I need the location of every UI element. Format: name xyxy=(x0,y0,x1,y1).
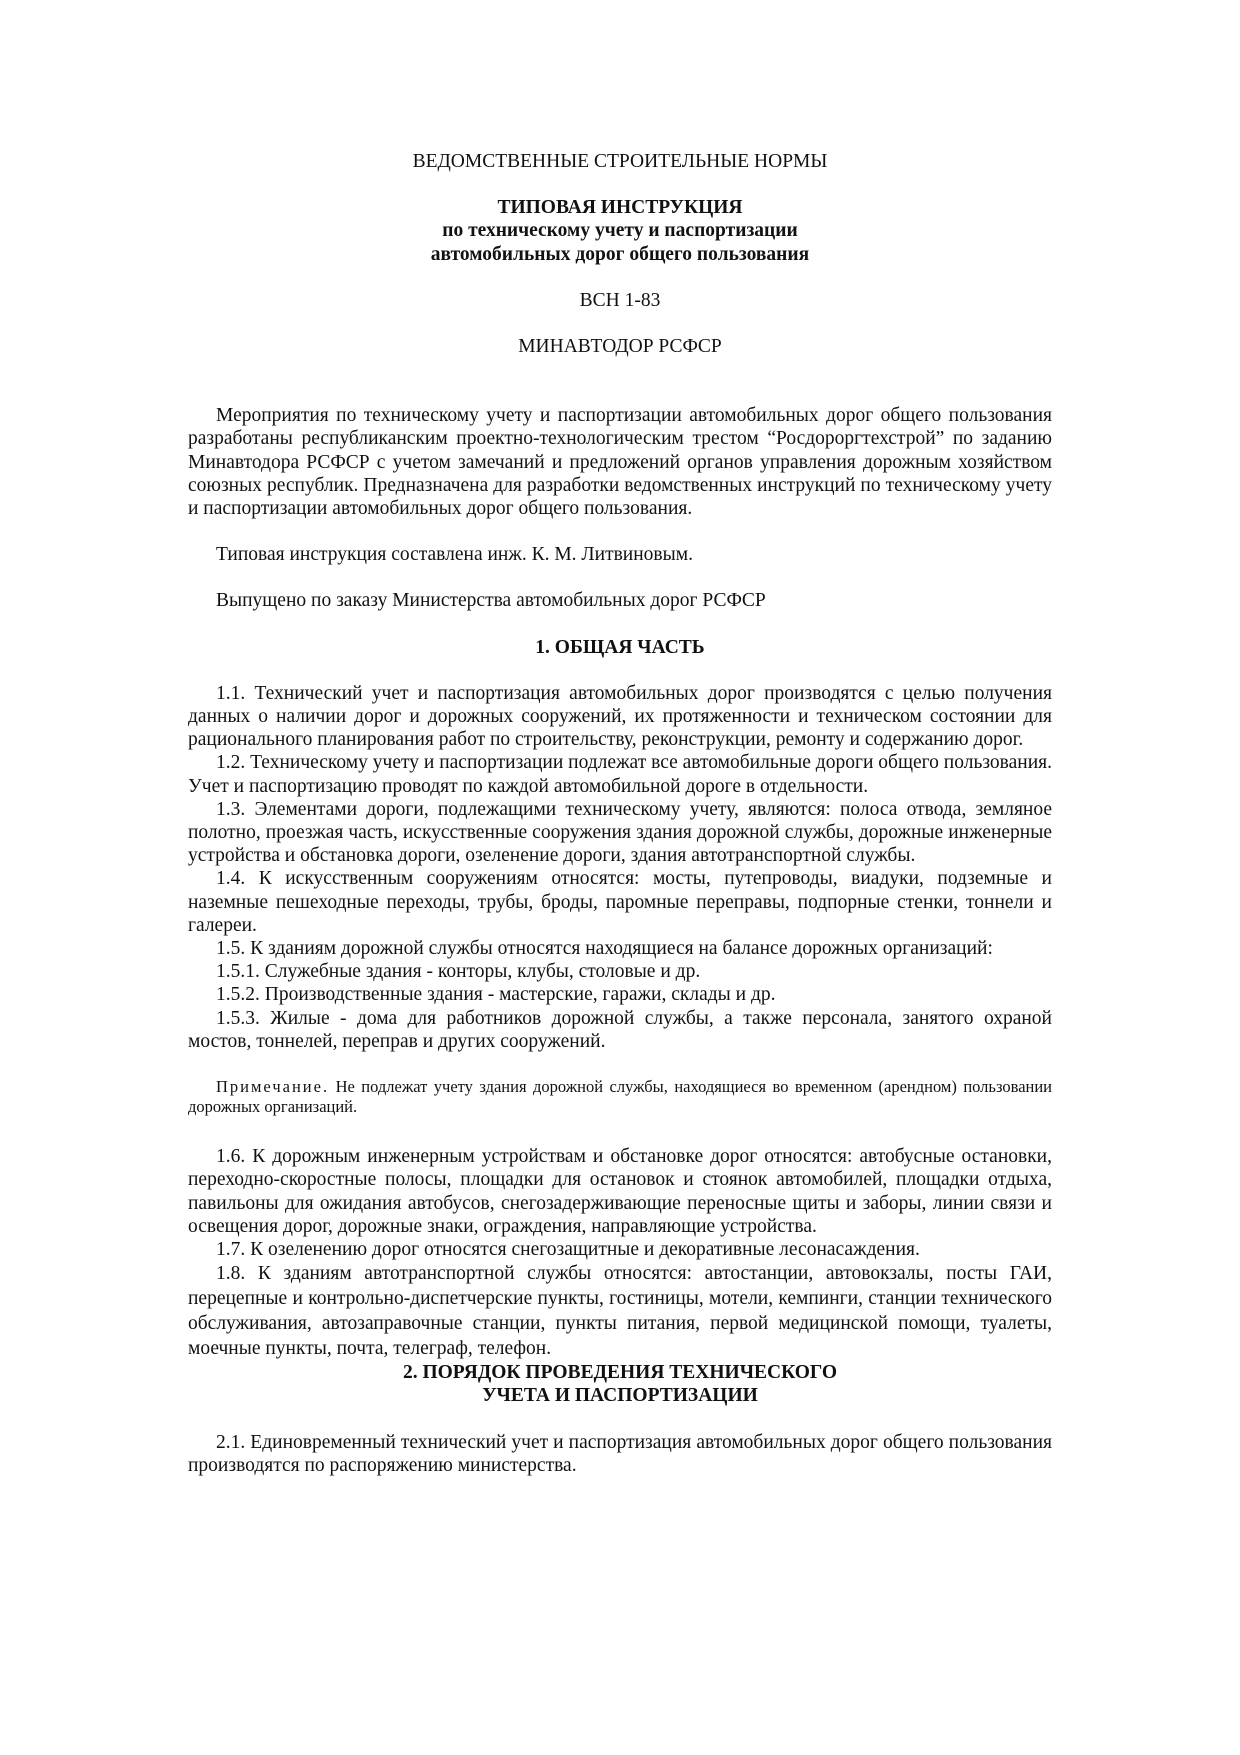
intro-paragraph: Мероприятия по техническому учету и паспортизации автомобильных дорог общего пользования разработаны республиканским проектно-технологическим трестом “Росдороргтехстрой” по заданию Минавтодора РСФСР с учетом замечаний и предложений органов управления дорожным хозяйством союзных республик. Предназначена для разработки ведомственных инструкций по техническому учету и паспортизации автомобильных дорог общего пользования. xyxy=(188,405,1052,520)
section-2-heading-line-1: 2. ПОРЯДОК ПРОВЕДЕНИЯ ТЕХНИЧЕСКОГО xyxy=(402,1362,838,1384)
document-code: ВСН 1-83 xyxy=(579,289,661,311)
note-label: Примечание. xyxy=(216,1077,330,1097)
document-body xyxy=(188,150,1052,1477)
section-2-heading xyxy=(188,1361,1052,1407)
document-subtitle-line-2: автомобильных дорог общего пользования xyxy=(430,243,810,265)
item-1-4: 1.4. К искусственным сооружениям относятся: мосты, путепроводы, виадуки, подземные и наземные пешеходные переходы, трубы, броды, паромные переправы, подпорные стенки, тоннели и галереи. xyxy=(188,868,1052,936)
note xyxy=(188,1077,1052,1117)
item-1-1: 1.1. Технический учет и паспортизация автомобильных дорог производятся с целью получения данных о наличии дорог и дорожных сооружений, их протяженности и техническом состоянии для рационального планирования работ по строительству, реконструкции, ремонту и содержанию дорог. xyxy=(188,682,1052,751)
item-1-2: 1.2. Техническому учету и паспортизации подлежат все автомобильные дороги общего пользования. Учет и паспортизацию проводят по каждой автомобильной дороге в отдельности. xyxy=(188,752,1052,797)
item-1-5-1: 1.5.1. Служебные здания - конторы, клубы, столовые и др. xyxy=(216,961,701,983)
item-2-1: 2.1. Единовременный технический учет и паспортизация автомобильных дорог общего пользования производятся по распоряжению министерства. xyxy=(188,1431,1052,1476)
author-line: Типовая инструкция составлена инж. К. М. Литвиновым. xyxy=(216,544,693,566)
document-subtitle-line-1: по техническому учету и паспортизации xyxy=(442,220,798,242)
department-heading: ВЕДОМСТВЕННЫЕ СТРОИТЕЛЬНЫЕ НОРМЫ xyxy=(412,151,828,172)
item-1-5-2: 1.5.2. Производственные здания - мастерские, гаражи, склады и др. xyxy=(216,984,776,1006)
note-text: Не подлежат учету здания дорожной службы, находящиеся во временном (арендном) пользовании дорожных организаций. xyxy=(188,1077,1053,1117)
item-1-3: 1.3. Элементами дороги, подлежащими техническому учету, являются: полоса отвода, земляное полотно, проезжая часть, искусственные сооружения здания дорожной службы, дорожные инженерные устройства и обстановка дороги, озеленение дороги, здания автотранспортной службы. xyxy=(188,798,1052,867)
ministry-name: МИНАВТОДОР РСФСР xyxy=(518,336,722,358)
item-1-8: 1.8. К зданиям автотранспортной службы относятся: автостанции, автовокзалы, посты ГАИ, перецепные и контрольно-диспетчерские пункты, гостиницы, мотели, кемпинги, станции технического обслуживания, автозаправочные станции, пункты питания, первой медицинской помощи, туалеты, моечные пункты, почта, телеграф, телефон. xyxy=(188,1263,1052,1360)
section-1-heading: 1. ОБЩАЯ ЧАСТЬ xyxy=(535,636,705,658)
item-1-5-3: 1.5.3. Жилые - дома для работников дорожной службы, а также персонала, занятого охраной мостов, тоннелей, переправ и других сооружений. xyxy=(188,1007,1052,1052)
item-1-6: 1.6. К дорожным инженерным устройствам и обстановке дорог относятся: автобусные остановки, переходно-скоростные полосы, площадки для остановок и стоянок автомобилей, площадки отдыха, павильоны для ожидания автобусов, снегозадерживающие переносные щиты и заборы, линии связи и освещения дорог, дорожные знаки, ограждения, направляющие устройства. xyxy=(188,1146,1052,1237)
section-2-heading-line-2: УЧЕТА И ПАСПОРТИЗАЦИИ xyxy=(482,1385,758,1407)
item-1-7: 1.7. К озеленению дорог относятся снегозащитные и декоративные лесонасаждения. xyxy=(216,1238,920,1260)
publisher-line: Выпущено по заказу Министерства автомобильных дорог РСФСР xyxy=(216,590,766,612)
item-1-5: 1.5. К зданиям дорожной службы относятся находящиеся на балансе дорожных организаций: xyxy=(216,938,993,960)
document-title-block xyxy=(188,196,1052,266)
document-title: ТИПОВАЯ ИНСТРУКЦИЯ xyxy=(497,197,743,219)
